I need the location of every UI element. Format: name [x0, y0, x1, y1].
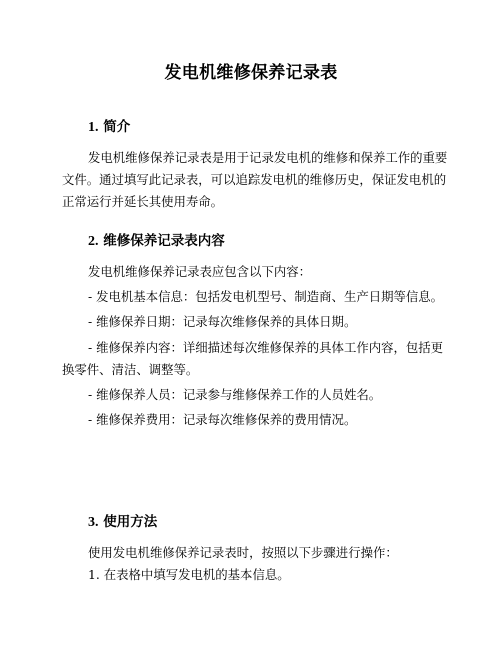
- list-item: - 发电机基本信息：包括发电机型号、制造商、生产日期等信息。: [88, 289, 444, 305]
- section-heading: [88, 232, 450, 251]
- list-item: - 维修保养人员：记录参与维修保养工作的人员姓名。: [88, 387, 382, 403]
- section-heading: [88, 118, 450, 137]
- list-item: - 维修保养内容：详细描述每次维修保养的具体工作内容，包括更换零件、清洁、调整等。: [62, 339, 444, 377]
- section-usage: [62, 513, 450, 586]
- list-item: - 维修保养日期：记录每次维修保养的具体日期。: [88, 314, 357, 330]
- document-title: 发电机维修保养记录表: [164, 63, 338, 83]
- section-number: 1.: [88, 120, 99, 135]
- section-introduction: [62, 118, 450, 214]
- section-number: 3.: [88, 515, 99, 530]
- section-heading-text: 简介: [103, 119, 131, 135]
- section-heading: [88, 513, 450, 532]
- section-heading-text: 使用方法: [103, 514, 158, 530]
- section-intro: 使用发电机维修保养记录表时，按照以下步骤进行操作：: [88, 545, 398, 560]
- section-paragraph: 发电机维修保养记录表是用于记录发电机的维修和保养工作的重要文件。通过填写此记录表，可以追踪发电机的维修历史，保证发电机的正常运行并延长其使用寿命。: [62, 150, 448, 210]
- section-number: 2.: [88, 234, 99, 249]
- section-record-contents: [62, 232, 450, 431]
- list-item: 1. 在表格中填写发电机的基本信息。: [88, 567, 290, 583]
- section-heading-text: 维修保养记录表内容: [103, 233, 225, 249]
- list-item: - 维修保养费用：记录每次维修保养的费用情况。: [88, 412, 357, 428]
- section-intro: 发电机维修保养记录表应包含以下内容：: [88, 264, 312, 279]
